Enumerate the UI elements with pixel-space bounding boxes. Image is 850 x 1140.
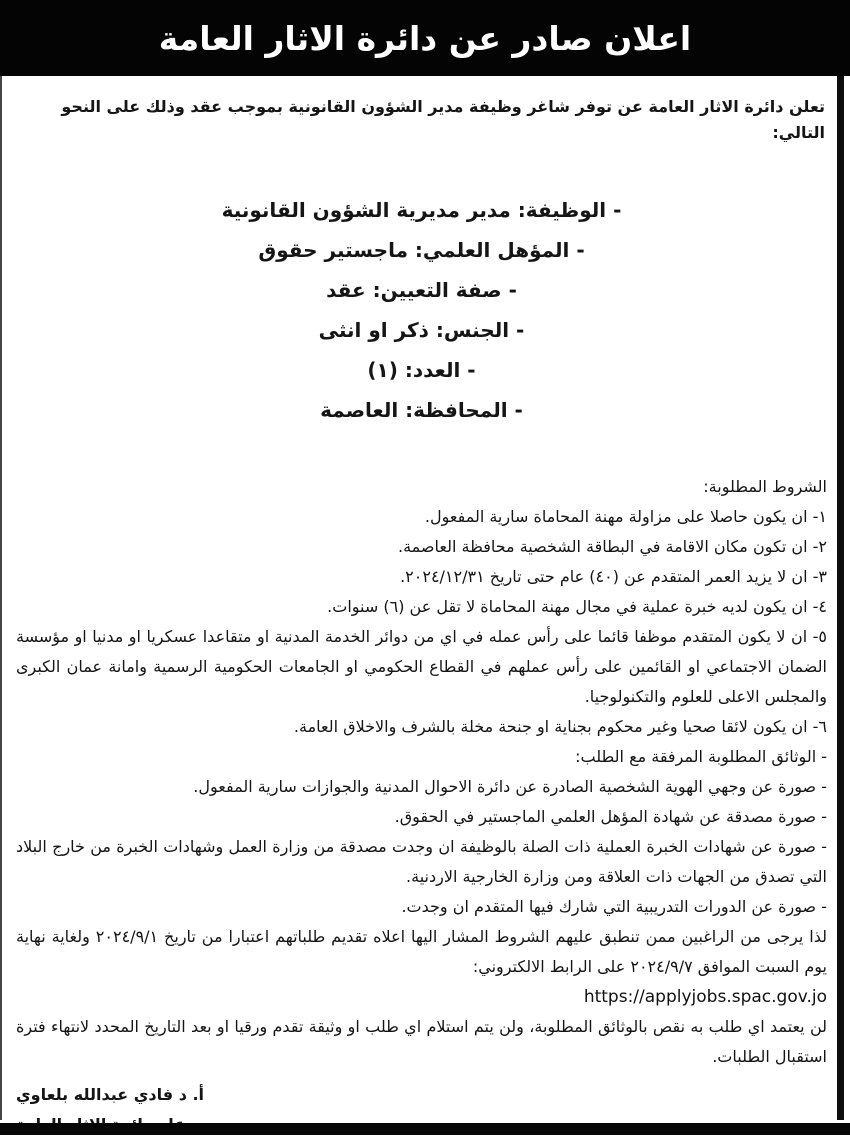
job-detail-governorate: - المحافظة: العاصمة [320,398,523,422]
body-text-block [16,472,827,1072]
condition-item-5: ٥- ان لا يكون المتقدم موظفا قائما على رأس عمله في اي من دوائر الخدمة المدنية او متقاعدا عسكريا او مدنيا او مؤسسة الضمان الاجتماعي او القائمين على رأس عملهم في القطاع الحكومي او الجامعات الحكومية الرسمية وامانة عمان الكبرى والمجلس الاعلى للعلوم والتكنولوجيا. [16,627,827,706]
application-paragraph: لذا يرجى من الراغبين ممن تنطبق عليهم الشروط المشار اليها اعلاه تقديم طلباتهم اعتبارا من تاريخ ٢٠٢٤/٩/١ ولغاية نهاية يوم السبت الموافق ٢٠٢٤/٩/٧ على الرابط الالكتروني: [16,927,828,976]
bottom-border-rule [0,1123,850,1135]
document-item-4: - صورة عن الدورات التدريبية التي شارك فيها المتقدم ان وجدت. [401,897,827,916]
condition-item-6: ٦- ان يكون لائقا صحيا وغير محكوم بجناية او جنحة مخلة بالشرف والاخلاق العامة. [293,717,827,736]
job-details-list [16,190,827,430]
disclaimer-paragraph: لن يعتمد اي طلب به نقص بالوثائق المطلوبة، ولن يتم استلام اي طلب او وثيقة تقدم ورقيا او بعد التاريخ المحدد لانتهاء فترة استقبال الطلبات. [16,1017,827,1066]
job-detail-gender: - الجنس: ذكر او انثى [318,318,525,342]
condition-item-2: ٢- ان تكون مكان الاقامة في البطاقة الشخصية محافظة العاصمة. [397,537,827,556]
announcement-header [0,0,850,76]
document-item-3: - صورة عن شهادات الخبرة العملية ذات الصلة بالوظيفة ان وجدت مصدقة من وزارة العمل وشهادات الخبرة من خارج البلاد التي تصدق من الجهات ذات العلاقة ومن وزارة الخارجية الاردنية. [16,837,827,886]
content-frame [0,76,844,1120]
condition-item-1: ١- ان يكون حاصلا على مزاولة مهنة المحاماة سارية المفعول. [424,507,827,526]
job-detail-position: - الوظيفة: مدير مديرية الشؤون القانونية [221,198,622,222]
condition-item-4: ٤- ان يكون لديه خبرة عملية في مجال مهنة المحاماة لا تقل عن (٦) سنوات. [327,597,827,616]
job-detail-qualification: - المؤهل العلمي: ماجستير حقوق [258,238,585,262]
document-item-2: - صورة مصدقة عن شهادة المؤهل العلمي الماجستير في الحقوق. [394,807,827,826]
application-url[interactable]: https://applyjobs.spac.gov.jo [583,987,827,1007]
announcement-title: اعلان صادر عن دائرة الاثار العامة [158,18,692,58]
intro-paragraph: تعلن دائرة الاثار العامة عن توفر شاغر وظيفة مدير الشؤون القانونية بموجب عقد وذلك على النحو التالي: [61,97,825,142]
signature-name: أ. د فادي عبدالله بلعاوي [16,1085,205,1104]
documents-heading: - الوثائق المطلوبة المرفقة مع الطلب: [575,747,827,766]
document-item-1: - صورة عن وجهي الهوية الشخصية الصادرة عن دائرة الاحوال المدنية والجوازات سارية المفعول. [193,777,827,796]
job-detail-count: - العدد: (١) [367,358,476,382]
job-detail-appointment-type: - صفة التعيين: عقد [326,278,517,302]
condition-item-3: ٣- ان لا يزيد العمر المتقدم عن (٤٠) عام حتى تاريخ ٢٠٢٤/١٢/٣١. [400,567,827,586]
conditions-heading: الشروط المطلوبة: [703,477,827,496]
